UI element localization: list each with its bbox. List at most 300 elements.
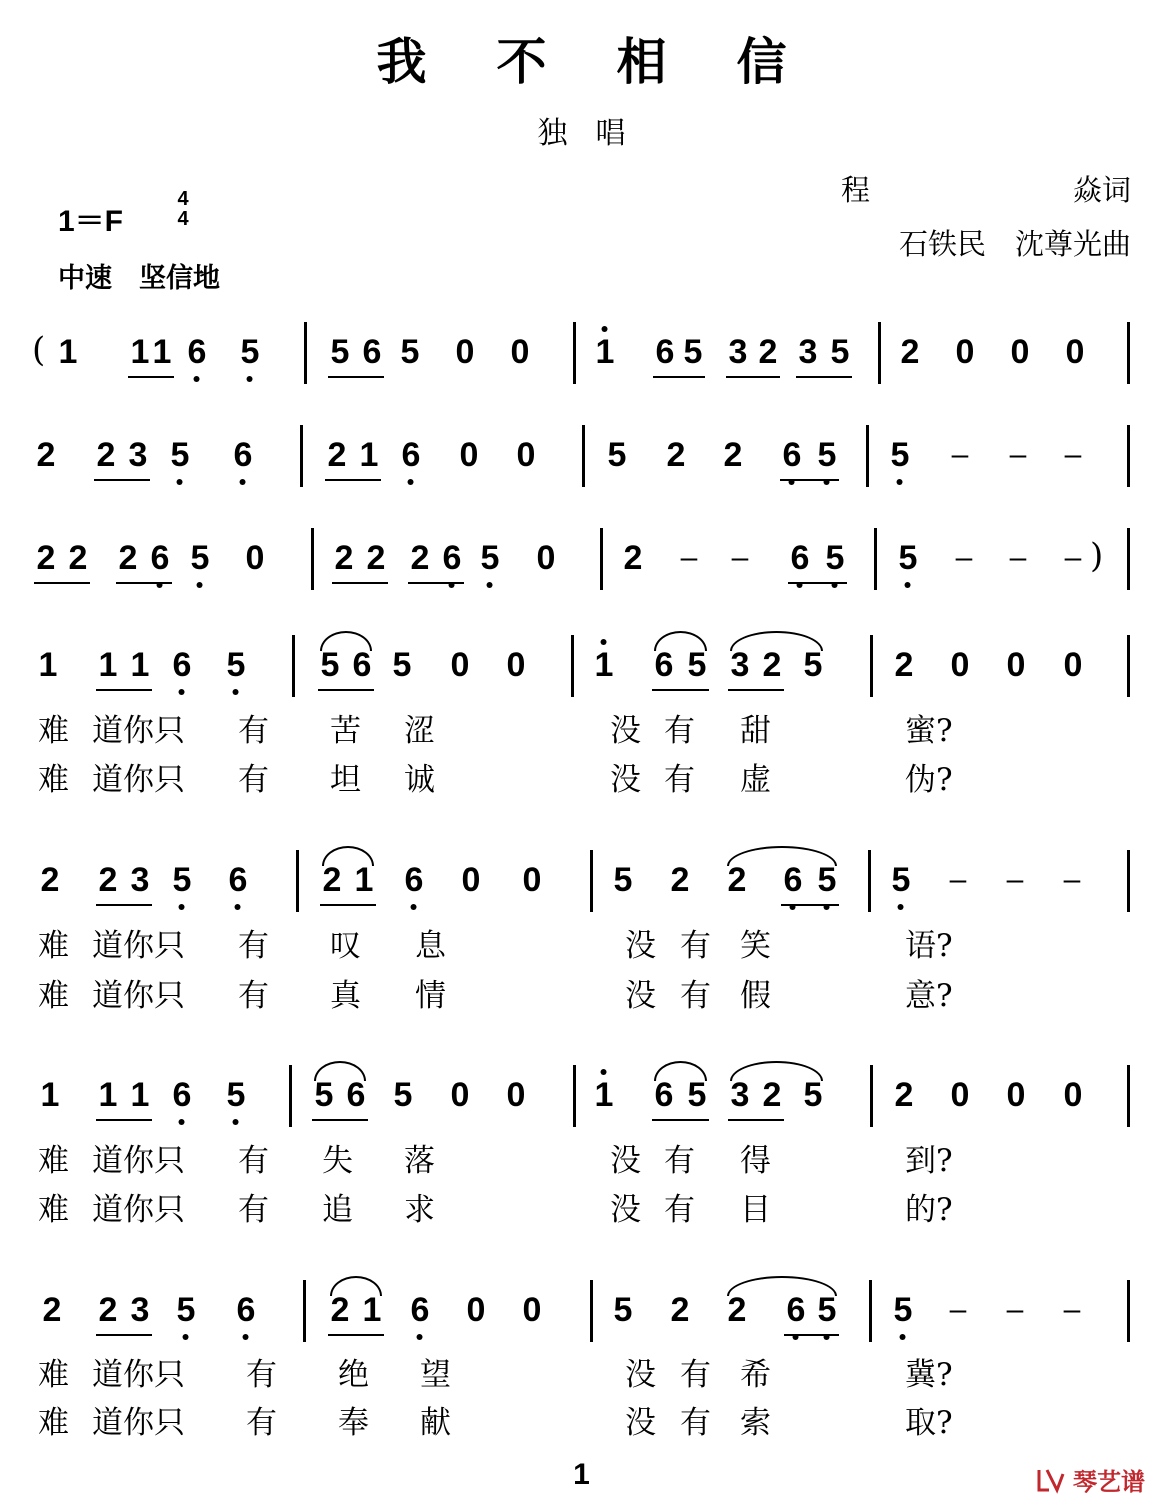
logo-icon <box>1035 1464 1067 1496</box>
lyric-syllable: 有 <box>246 1405 277 1441</box>
note: 2 <box>98 1291 118 1329</box>
lyric-syllable: 道你只 <box>92 1143 185 1179</box>
slur <box>322 846 374 866</box>
tempo-marking: 中速 坚信地 <box>58 263 220 294</box>
lyric-syllable: 难 <box>38 1143 69 1179</box>
note: 2 <box>666 436 686 474</box>
slur <box>314 1061 366 1081</box>
lyric-syllable: 有 <box>680 978 711 1014</box>
barline <box>1127 850 1130 912</box>
note: 2 <box>723 436 743 474</box>
barline <box>869 1280 872 1342</box>
octave-dot-low <box>417 1334 423 1340</box>
lyric-syllable: 道你只 <box>92 713 185 749</box>
note: 5 <box>803 1076 823 1114</box>
note: 2 <box>762 1076 782 1114</box>
note: 5 <box>241 332 260 372</box>
note: 2 <box>727 861 747 899</box>
lyric-syllable: 情 <box>415 978 446 1014</box>
note: 2 <box>758 333 778 371</box>
hold-dash: – <box>680 541 698 574</box>
note: 6 <box>229 860 248 900</box>
barline <box>1127 528 1130 590</box>
lyric-syllable: 没 <box>625 928 656 964</box>
note: 5 <box>227 645 246 685</box>
note: 6 <box>655 333 675 371</box>
octave-dot-low <box>183 1334 189 1340</box>
note: 2 <box>727 1291 747 1329</box>
lyric-syllable: 道你只 <box>92 928 185 964</box>
lyric-syllable: 难 <box>38 1357 69 1393</box>
note: 2 <box>334 539 354 577</box>
page-number: 1 <box>573 1458 590 1491</box>
octave-dot-low <box>487 582 493 588</box>
note: 5 <box>173 860 192 900</box>
lyric-syllable: 有 <box>664 1192 695 1228</box>
beam-underline <box>96 1334 152 1336</box>
song-subtitle: 独唱 <box>537 116 654 151</box>
note: 1 <box>130 333 150 371</box>
note: 5 <box>613 1291 633 1329</box>
lyric-syllable: 有 <box>680 928 711 964</box>
hold-dash: – <box>951 438 969 471</box>
note: 0 <box>950 646 970 684</box>
beam-underline <box>788 582 847 584</box>
slur <box>730 631 823 651</box>
lyric-syllable: 求 <box>404 1192 435 1228</box>
note: 6 <box>654 646 674 684</box>
lyric-syllable: 有 <box>246 1357 277 1393</box>
note: 2 <box>36 539 56 577</box>
note: 0 <box>522 1291 542 1329</box>
hold-dash: – <box>1063 1293 1081 1326</box>
note: 1 <box>359 436 379 474</box>
lyric-syllable: 希 <box>740 1357 771 1393</box>
barline <box>300 425 303 487</box>
slur <box>727 1276 837 1296</box>
octave-dot-low <box>194 376 200 382</box>
note: 6 <box>402 435 421 475</box>
note: 6 <box>237 1290 256 1330</box>
lyric-syllable: 索 <box>740 1405 771 1441</box>
note: 1 <box>130 646 150 684</box>
barline <box>311 528 314 590</box>
note: 0 <box>1010 333 1030 371</box>
slur <box>654 631 707 651</box>
note: 0 <box>1063 1076 1083 1114</box>
lyric-syllable: 落 <box>404 1143 435 1179</box>
octave-dot-low <box>235 904 241 910</box>
time-signature-top: 4 <box>177 188 189 210</box>
barline <box>573 1065 576 1127</box>
note: 1 <box>595 1075 614 1115</box>
note: 2 <box>410 539 430 577</box>
octave-dot-low <box>179 689 185 695</box>
note: 6 <box>783 435 802 475</box>
octave-dot-low <box>177 479 183 485</box>
lyric-syllable: 息 <box>415 928 446 964</box>
lyric-syllable: 冀? <box>905 1357 953 1393</box>
barline <box>600 528 603 590</box>
note: 6 <box>443 538 462 578</box>
score-row <box>0 850 1163 930</box>
note: 0 <box>955 333 975 371</box>
lyric-syllable: 到? <box>905 1143 953 1179</box>
note: 0 <box>1065 333 1085 371</box>
slur <box>727 846 837 866</box>
lyric-syllable: 有 <box>664 1143 695 1179</box>
barline <box>296 850 299 912</box>
beam-underline <box>96 904 152 906</box>
note: 2 <box>670 861 690 899</box>
lyric-syllable: 有 <box>238 1192 269 1228</box>
note: 6 <box>787 1290 806 1330</box>
note: 0 <box>506 646 526 684</box>
lyric-syllable: 没 <box>625 1405 656 1441</box>
note: 1 <box>595 645 614 685</box>
octave-dot-high <box>602 326 608 332</box>
lyric-syllable: 的? <box>905 1192 953 1228</box>
slur <box>320 631 372 651</box>
beam-underline <box>652 1119 709 1121</box>
note: 0 <box>506 1076 526 1114</box>
note: 0 <box>1063 646 1083 684</box>
note: 6 <box>405 860 424 900</box>
note: 5 <box>481 538 500 578</box>
note: 3 <box>730 646 750 684</box>
lyric-syllable: 有 <box>664 762 695 798</box>
lyric-syllable: 没 <box>610 713 641 749</box>
note: 6 <box>784 860 803 900</box>
note: 5 <box>392 646 412 684</box>
note: 0 <box>245 539 265 577</box>
note: 5 <box>683 333 703 371</box>
lyric-syllable: 假 <box>740 978 771 1014</box>
repeat-paren-open: ( <box>32 330 46 370</box>
note: 1 <box>152 333 172 371</box>
note: 2 <box>330 1291 350 1329</box>
lyric-syllable: 有 <box>664 713 695 749</box>
beam-underline <box>408 582 464 584</box>
octave-dot-low <box>905 582 911 588</box>
barline <box>292 635 295 697</box>
beam-underline <box>796 376 852 378</box>
note: 0 <box>1006 646 1026 684</box>
note: 0 <box>461 861 481 899</box>
note: 5 <box>818 435 837 475</box>
beam-underline <box>328 376 384 378</box>
note: 2 <box>894 1076 914 1114</box>
note: 6 <box>234 435 253 475</box>
note: 0 <box>450 1076 470 1114</box>
note: 5 <box>818 860 837 900</box>
note: 2 <box>36 436 56 474</box>
slur <box>730 1061 823 1081</box>
hold-dash: – <box>955 541 973 574</box>
note: 1 <box>130 1076 150 1114</box>
beam-underline <box>781 904 839 906</box>
lyric-syllable: 难 <box>38 1192 69 1228</box>
barline <box>303 1280 306 1342</box>
lyric-syllable: 难 <box>38 928 69 964</box>
note: 5 <box>818 1290 837 1330</box>
note: 1 <box>38 646 58 684</box>
lyric-syllable: 叹 <box>330 928 361 964</box>
beam-underline <box>784 1334 839 1336</box>
note: 6 <box>188 332 207 372</box>
note: 5 <box>687 1076 707 1114</box>
lyric-syllable: 难 <box>38 762 69 798</box>
octave-dot-high <box>601 1069 607 1075</box>
lyric-syllable: 得 <box>740 1143 771 1179</box>
score-row <box>0 1280 1163 1360</box>
note: 6 <box>173 645 192 685</box>
barline <box>590 850 593 912</box>
note: 5 <box>191 538 210 578</box>
beam-underline <box>652 689 709 691</box>
note: 1 <box>362 1291 382 1329</box>
barline <box>1127 1280 1130 1342</box>
lyric-syllable: 虚 <box>740 762 771 798</box>
score-row <box>0 528 1163 608</box>
octave-dot-low <box>179 904 185 910</box>
watermark-text: 琴艺谱 <box>1073 1468 1145 1496</box>
octave-dot-low <box>247 376 253 382</box>
octave-dot-low <box>179 1119 185 1125</box>
lyric-syllable: 没 <box>625 978 656 1014</box>
note: 2 <box>68 539 88 577</box>
score-row <box>0 635 1163 715</box>
lyric-syllable: 坦 <box>330 762 361 798</box>
note: 5 <box>314 1076 334 1114</box>
octave-dot-low <box>411 904 417 910</box>
lyricist-label: 焱词 <box>1072 173 1131 207</box>
lyric-syllable: 难 <box>38 713 69 749</box>
lyric-syllable: 真 <box>330 978 361 1014</box>
lyric-syllable: 失 <box>322 1143 353 1179</box>
note: 6 <box>352 646 372 684</box>
lyric-syllable: 道你只 <box>92 978 185 1014</box>
note: 0 <box>1006 1076 1026 1114</box>
hold-dash: – <box>1064 438 1082 471</box>
time-signature <box>172 189 194 229</box>
lyric-syllable: 望 <box>420 1357 451 1393</box>
beam-underline <box>312 1119 368 1121</box>
beam-underline <box>653 376 705 378</box>
lyricist-credit <box>841 168 1131 209</box>
barline <box>590 1280 593 1342</box>
barline <box>870 635 873 697</box>
barline <box>289 1065 292 1127</box>
barline <box>1127 322 1130 384</box>
barline <box>1127 635 1130 697</box>
beam-underline <box>94 479 150 481</box>
note: 3 <box>798 333 818 371</box>
composer-credit: 石铁民 沈尊光曲 <box>898 227 1131 261</box>
note: 3 <box>730 1076 750 1114</box>
note: 2 <box>900 333 920 371</box>
hold-dash: – <box>1064 541 1082 574</box>
beam-underline <box>332 582 388 584</box>
note: 1 <box>98 1076 118 1114</box>
note: 2 <box>366 539 386 577</box>
lyric-syllable: 难 <box>38 978 69 1014</box>
hold-dash: – <box>1006 1293 1024 1326</box>
note: 0 <box>455 333 475 371</box>
barline <box>1127 1065 1130 1127</box>
octave-dot-low <box>898 904 904 910</box>
note: 5 <box>826 538 845 578</box>
note: 2 <box>327 436 347 474</box>
note: 6 <box>654 1076 674 1114</box>
lyric-syllable: 有 <box>680 1357 711 1393</box>
note: 6 <box>346 1076 366 1114</box>
note: 1 <box>98 646 118 684</box>
beam-underline <box>328 1334 384 1336</box>
beam-underline <box>728 1119 784 1121</box>
hold-dash: – <box>731 541 749 574</box>
barline <box>304 322 307 384</box>
slur <box>330 1276 382 1296</box>
beam-underline <box>320 904 376 906</box>
barline <box>571 635 574 697</box>
note: 5 <box>177 1290 196 1330</box>
lyric-syllable: 有 <box>238 928 269 964</box>
note: 3 <box>128 436 148 474</box>
note: 5 <box>891 435 910 475</box>
barline <box>868 850 871 912</box>
song-title: 我不相信 <box>376 32 857 91</box>
lyric-syllable: 绝 <box>338 1357 369 1393</box>
barline <box>573 322 576 384</box>
lyric-syllable: 苦 <box>330 713 361 749</box>
lyric-syllable: 有 <box>238 713 269 749</box>
note: 5 <box>330 333 350 371</box>
octave-dot-low <box>233 689 239 695</box>
note: 5 <box>687 646 707 684</box>
lyric-syllable: 道你只 <box>92 1192 185 1228</box>
note: 2 <box>96 436 116 474</box>
lyric-syllable: 没 <box>610 1192 641 1228</box>
barline <box>582 425 585 487</box>
note: 6 <box>411 1290 430 1330</box>
note: 2 <box>98 861 118 899</box>
note: 1 <box>40 1076 60 1114</box>
beam-underline <box>780 479 839 481</box>
note: 5 <box>803 646 823 684</box>
lyric-syllable: 没 <box>610 762 641 798</box>
lyric-syllable: 取? <box>905 1405 953 1441</box>
note: 3 <box>130 861 150 899</box>
note: 5 <box>393 1076 413 1114</box>
barline <box>870 1065 873 1127</box>
lyric-syllable: 难 <box>38 1405 69 1441</box>
beam-underline <box>116 582 172 584</box>
note: 0 <box>466 1291 486 1329</box>
note: 5 <box>892 860 911 900</box>
note: 6 <box>151 538 170 578</box>
note: 5 <box>894 1290 913 1330</box>
note: 0 <box>522 861 542 899</box>
watermark-logo <box>1035 1462 1145 1497</box>
note: 0 <box>516 436 536 474</box>
octave-dot-low <box>240 479 246 485</box>
time-signature-bottom: 4 <box>177 208 189 230</box>
note: 0 <box>536 539 556 577</box>
note: 6 <box>362 333 382 371</box>
octave-dot-low <box>233 1119 239 1125</box>
lyric-syllable: 蜜? <box>905 713 953 749</box>
lyric-syllable: 没 <box>610 1143 641 1179</box>
note: 2 <box>322 861 342 899</box>
note: 3 <box>728 333 748 371</box>
hold-dash: – <box>949 1293 967 1326</box>
note: 5 <box>607 436 627 474</box>
barline <box>878 322 881 384</box>
octave-dot-low <box>897 479 903 485</box>
lyric-syllable: 涩 <box>404 713 435 749</box>
note: 0 <box>950 1076 970 1114</box>
note: 0 <box>450 646 470 684</box>
beam-underline <box>96 1119 152 1121</box>
note: 0 <box>459 436 479 474</box>
beam-underline <box>726 376 780 378</box>
lyric-syllable: 语? <box>905 928 953 964</box>
lyric-syllable: 道你只 <box>92 762 185 798</box>
lyric-syllable: 有 <box>238 1143 269 1179</box>
repeat-paren-close: ) <box>1090 536 1104 576</box>
note: 5 <box>227 1075 246 1115</box>
score-row <box>0 322 1163 402</box>
octave-dot-low <box>243 1334 249 1340</box>
hold-dash: – <box>1063 863 1081 896</box>
hold-dash: – <box>949 863 967 896</box>
beam-underline <box>318 689 374 691</box>
lyric-syllable: 目 <box>740 1192 771 1228</box>
hold-dash: – <box>1009 438 1027 471</box>
note: 5 <box>171 435 190 475</box>
lyric-syllable: 伪? <box>905 762 953 798</box>
slur <box>654 1061 707 1081</box>
beam-underline <box>728 689 784 691</box>
beam-underline <box>325 479 381 481</box>
beam-underline <box>34 582 90 584</box>
lyric-syllable: 意? <box>905 978 953 1014</box>
octave-dot-low <box>408 479 414 485</box>
barline <box>1127 425 1130 487</box>
note: 2 <box>623 539 643 577</box>
note: 2 <box>670 1291 690 1329</box>
note: 1 <box>354 861 374 899</box>
barline <box>866 425 869 487</box>
lyric-syllable: 甜 <box>740 713 771 749</box>
lyric-syllable: 道你只 <box>92 1357 185 1393</box>
octave-dot-high <box>601 639 607 645</box>
hold-dash: – <box>1009 541 1027 574</box>
lyric-syllable: 奉 <box>338 1405 369 1441</box>
note: 2 <box>894 646 914 684</box>
score-row <box>0 425 1163 505</box>
lyric-syllable: 笑 <box>740 928 771 964</box>
note: 0 <box>510 333 530 371</box>
lyric-syllable: 诚 <box>404 762 435 798</box>
note: 5 <box>899 538 918 578</box>
octave-dot-low <box>900 1334 906 1340</box>
barline <box>874 528 877 590</box>
score-row <box>0 1065 1163 1145</box>
octave-dot-low <box>197 582 203 588</box>
note: 2 <box>762 646 782 684</box>
